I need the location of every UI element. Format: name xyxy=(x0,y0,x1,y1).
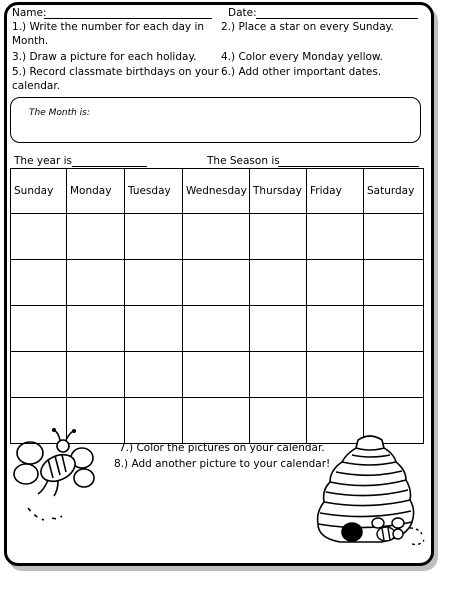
instruction-7: 7.) Color the pictures on your calendar. xyxy=(119,442,325,454)
day-cell[interactable] xyxy=(183,398,250,444)
instruction-1-cont: Month. xyxy=(12,35,49,47)
day-header-thursday: Thursday xyxy=(250,169,307,214)
day-cell[interactable] xyxy=(364,352,424,398)
instruction-5-cont: calendar. xyxy=(12,80,61,92)
day-cell[interactable] xyxy=(67,352,125,398)
day-cell[interactable] xyxy=(125,306,183,352)
instruction-1: 1.) Write the number for each day in xyxy=(12,21,205,33)
bee-icon xyxy=(8,428,104,528)
calendar-week-row xyxy=(11,306,424,352)
day-cell[interactable] xyxy=(125,260,183,306)
day-cell[interactable] xyxy=(183,260,250,306)
calendar-grid xyxy=(10,168,424,444)
calendar-header-row xyxy=(11,169,424,214)
day-cell[interactable] xyxy=(183,214,250,260)
day-cell[interactable] xyxy=(67,214,125,260)
day-cell[interactable] xyxy=(11,260,67,306)
day-cell[interactable] xyxy=(364,306,424,352)
month-label: The Month is: xyxy=(29,108,90,118)
day-cell[interactable] xyxy=(125,398,183,444)
day-cell[interactable] xyxy=(67,260,125,306)
day-cell[interactable] xyxy=(250,352,307,398)
instruction-2: 2.) Place a star on every Sunday. xyxy=(221,21,394,33)
day-cell[interactable] xyxy=(11,352,67,398)
day-cell[interactable] xyxy=(307,306,364,352)
day-cell[interactable] xyxy=(11,306,67,352)
instruction-5: 5.) Record classmate birthdays on your xyxy=(12,66,219,78)
day-cell[interactable] xyxy=(250,398,307,444)
instruction-3: 3.) Draw a picture for each holiday. xyxy=(12,51,197,63)
season-label: The Season is xyxy=(207,155,280,167)
day-cell[interactable] xyxy=(307,260,364,306)
instruction-4: 4.) Color every Monday yellow. xyxy=(221,51,383,63)
instruction-8: 8.) Add another picture to your calendar! xyxy=(114,458,331,470)
day-header-tuesday: Tuesday xyxy=(125,169,183,214)
calendar-week-row xyxy=(11,352,424,398)
year-field[interactable] xyxy=(72,166,147,167)
day-cell[interactable] xyxy=(11,214,67,260)
calendar-week-row xyxy=(11,260,424,306)
instruction-6: 6.) Add other important dates. xyxy=(221,66,382,78)
calendar-week-row xyxy=(11,214,424,260)
day-cell[interactable] xyxy=(250,260,307,306)
name-field[interactable] xyxy=(44,18,212,19)
day-header-friday: Friday xyxy=(307,169,364,214)
day-cell[interactable] xyxy=(250,214,307,260)
day-cell[interactable] xyxy=(125,214,183,260)
day-cell[interactable] xyxy=(307,352,364,398)
name-label: Name: xyxy=(12,7,47,19)
day-cell[interactable] xyxy=(125,352,183,398)
year-label: The year is xyxy=(14,155,73,167)
day-cell[interactable] xyxy=(364,214,424,260)
day-cell[interactable] xyxy=(250,306,307,352)
day-header-sunday: Sunday xyxy=(11,169,67,214)
day-cell[interactable] xyxy=(183,352,250,398)
day-header-saturday: Saturday xyxy=(364,169,424,214)
day-cell[interactable] xyxy=(67,306,125,352)
day-cell[interactable] xyxy=(364,260,424,306)
day-header-monday: Monday xyxy=(67,169,125,214)
month-box[interactable] xyxy=(10,97,421,143)
date-field[interactable] xyxy=(256,18,418,19)
day-cell[interactable] xyxy=(183,306,250,352)
day-cell[interactable] xyxy=(307,214,364,260)
season-field[interactable] xyxy=(278,166,419,167)
day-header-wednesday: Wednesday xyxy=(183,169,250,214)
beehive-icon xyxy=(312,428,430,558)
date-label: Date: xyxy=(228,7,257,19)
